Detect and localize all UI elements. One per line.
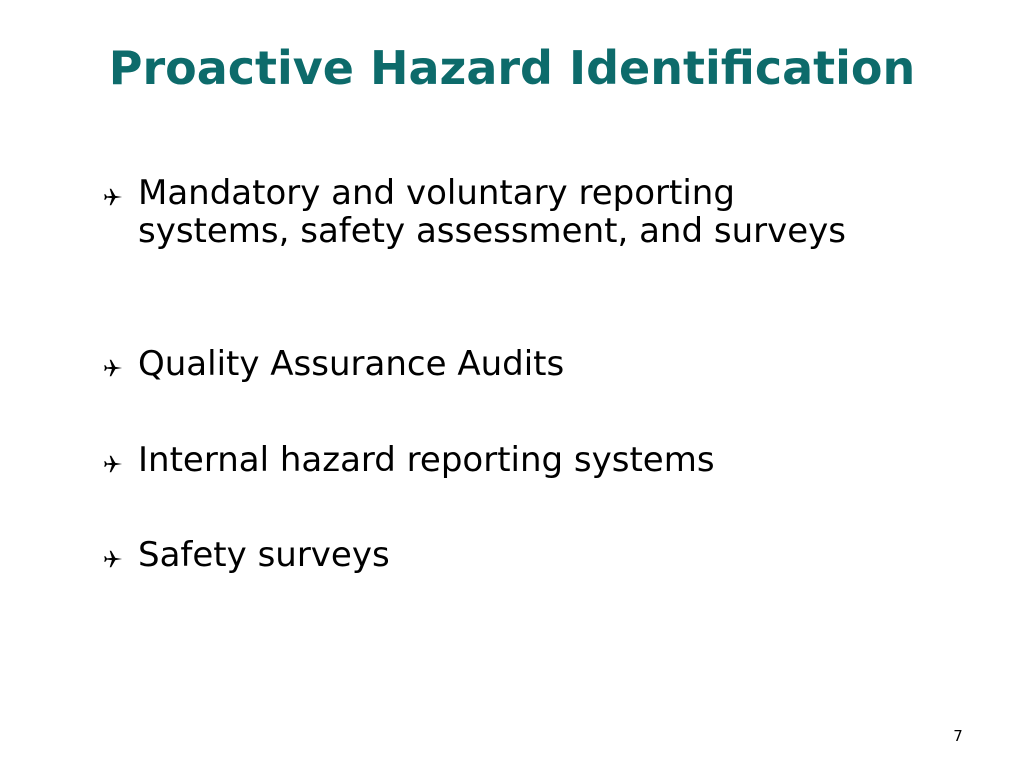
airplane-icon bbox=[102, 453, 124, 475]
airplane-icon bbox=[102, 357, 124, 379]
airplane-icon bbox=[102, 186, 124, 208]
bullet-text: Quality Assurance Audits bbox=[138, 344, 565, 384]
slide-title: Proactive Hazard Identification bbox=[108, 41, 916, 95]
page-number: 7 bbox=[953, 727, 963, 745]
bullet-text: Internal hazard reporting systems bbox=[138, 440, 715, 480]
bullet-text: Mandatory and voluntary reporting systems, safety assessment, and surveys bbox=[138, 173, 846, 251]
airplane-icon bbox=[102, 548, 124, 570]
bullet-text: Safety surveys bbox=[138, 535, 390, 575]
